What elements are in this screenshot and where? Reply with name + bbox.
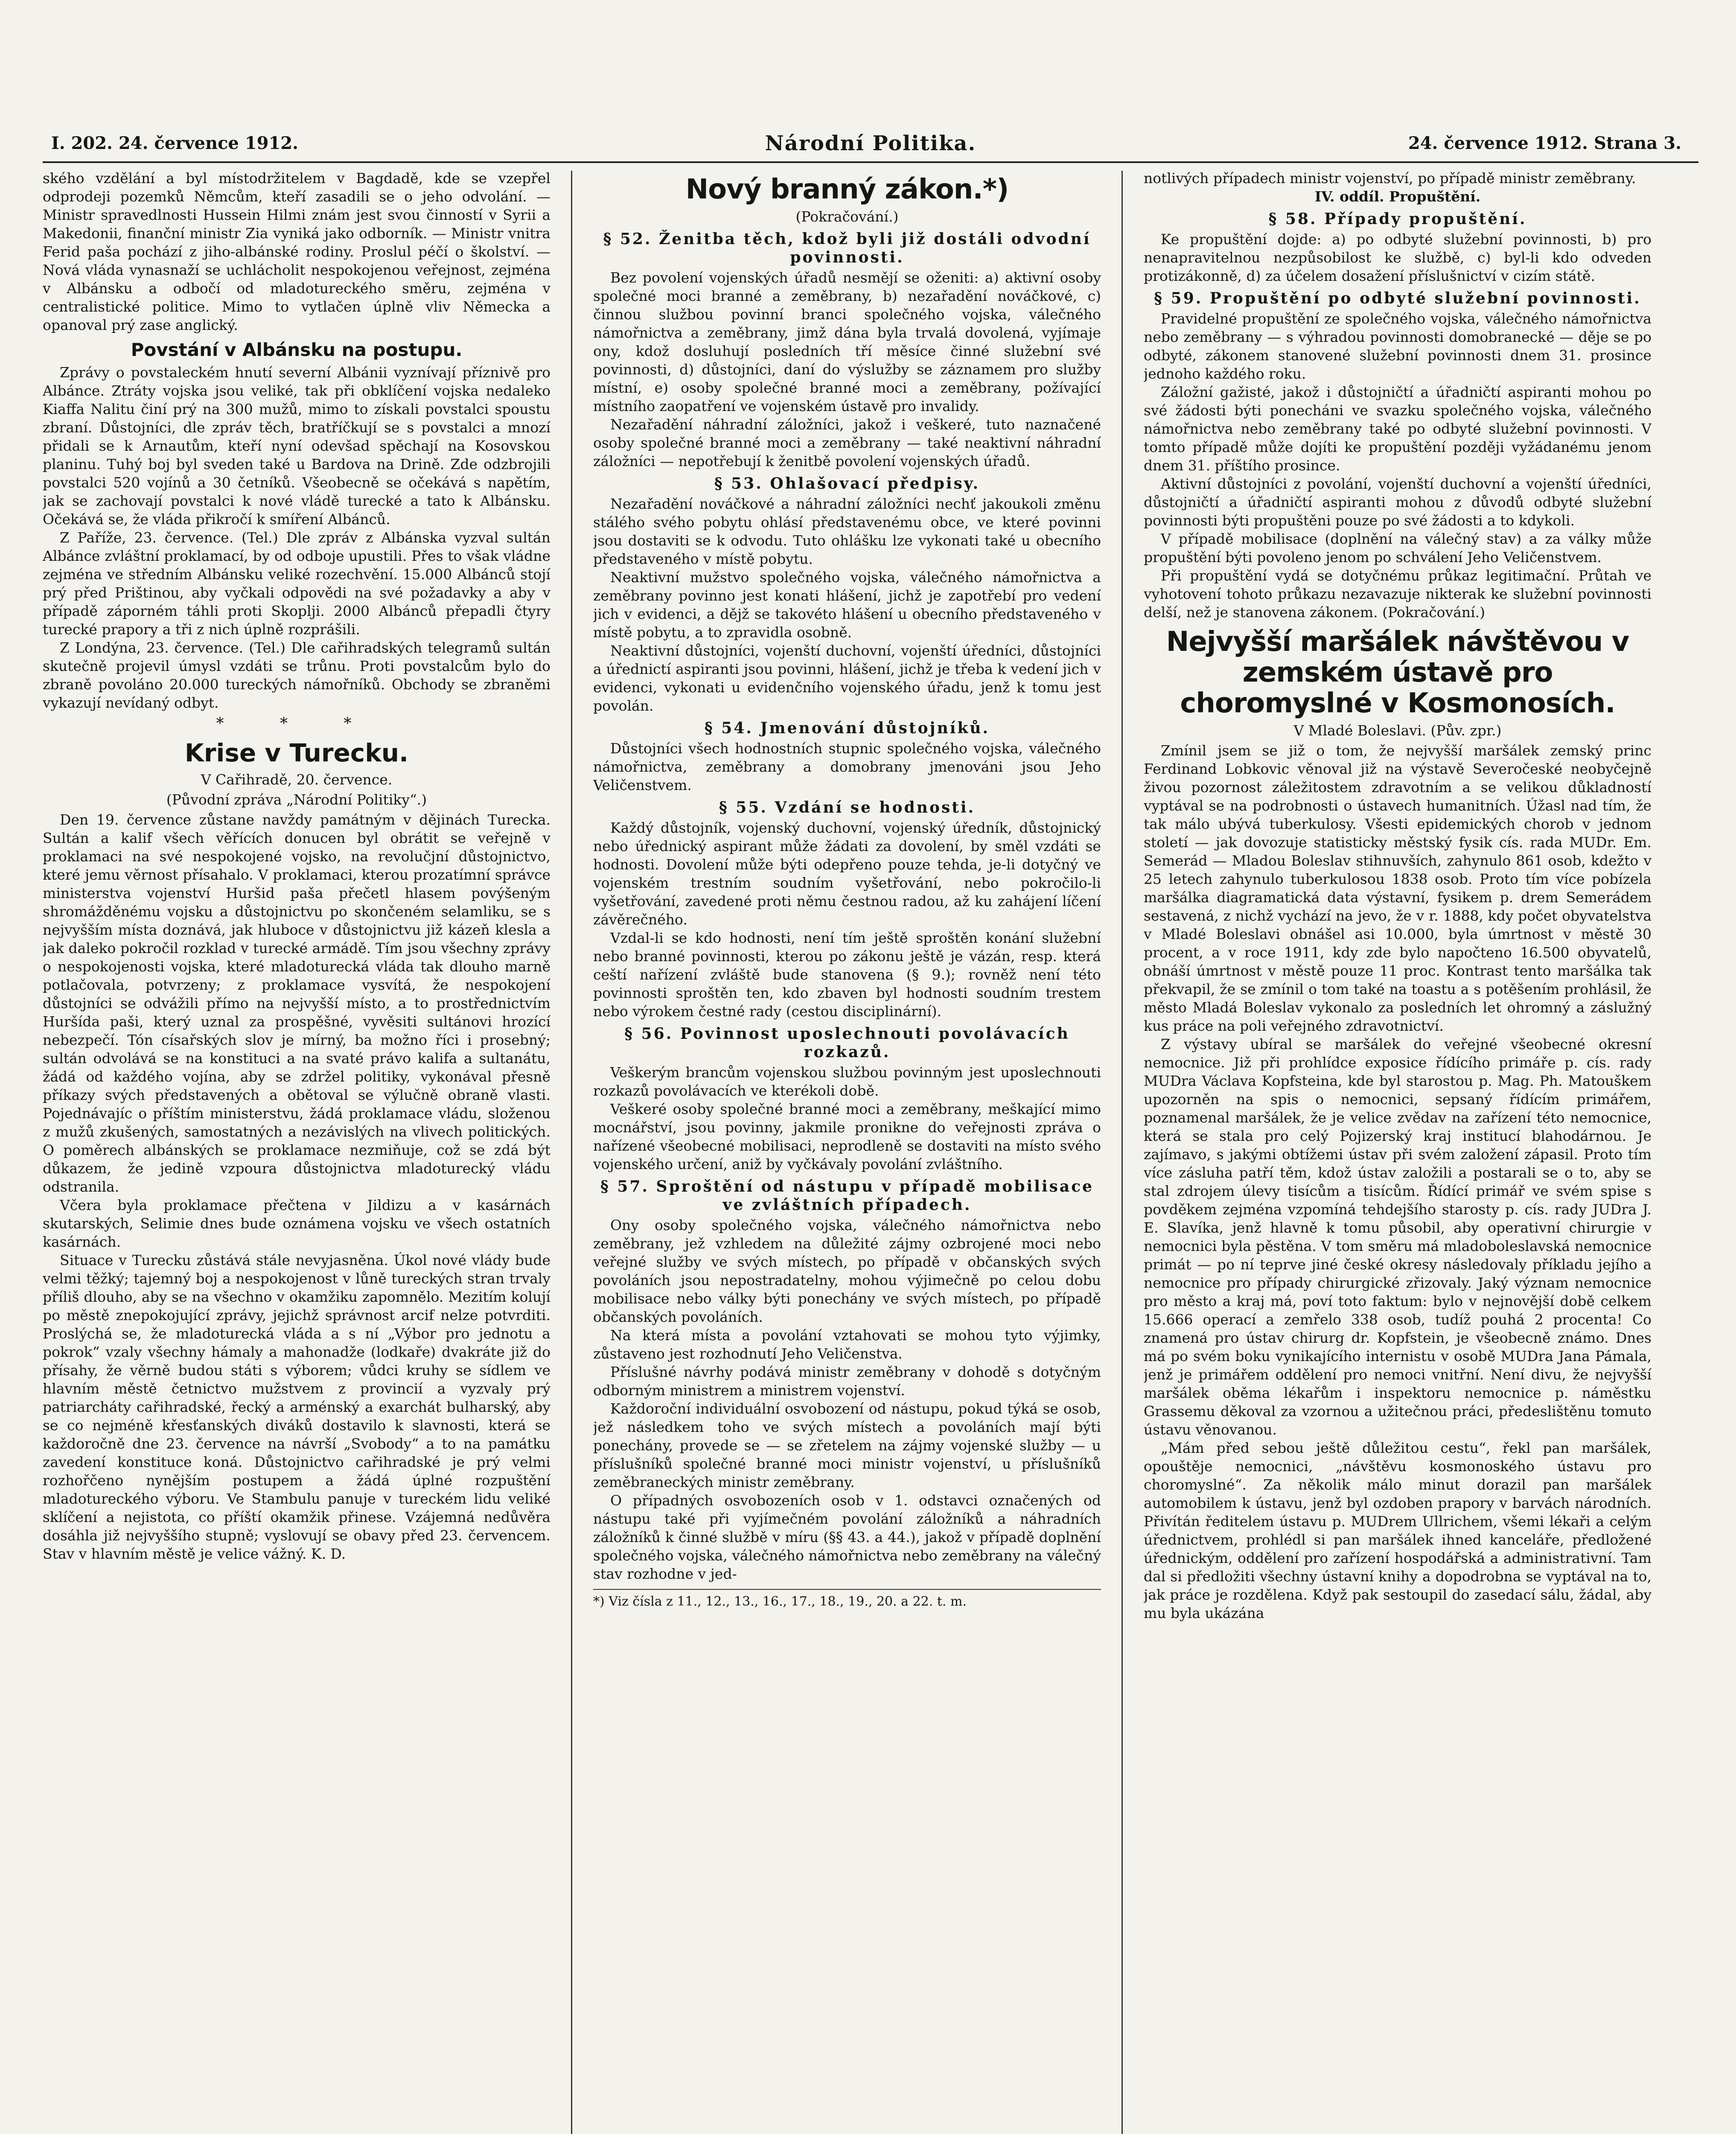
headline-marshal: Nejvyšší maršálek návštěvou v zemském ústavě pro choromyslné v Kosmonosích. [1166, 626, 1629, 719]
dateline: V Mladé Boleslavi. (Pův. zpr.) [1293, 722, 1502, 739]
article-text: Ony osoby společného vojska, válečného námořnictva nebo zeměbrany, jež vzhledem na důležité zájmy ozbrojené moci nebo veřejné služby ve svých místech, po případě v občanských svých povoláních jsou nepostradatelny, mohou výjimečně po celou dobu mobilisace nebo války býti ponechány ve svých místech, po případě občanských povoláních. [593, 1217, 1101, 1325]
article-text: Neaktivní důstojníci, vojenští duchovní, vojenští úředníci, důstojníci a úřednictí aspiranti jsou povinni, hlášení, jichž je třeba k vedení jich v evidenci, vykonati u evidenčního vojenského úřadu, jenž k tomu jest povolán. [593, 642, 1101, 714]
section-title: § 59. Propuštění po odbyté služební povinnosti. [1154, 289, 1641, 307]
article-text: Každý důstojník, vojenský duchovní, vojenský úředník, důstojnický nebo úřednický aspirant může žádati za dovolení, by směl vzdáti se hodnosti. Dovolení může býti odepřeno pouze tehda, je-li dotyčný ve vojenském trestním soudním vyšetřování, nebo pokročilo-li vyšetřování, zavedené proti němu čestnou radou, až ku zahájení líčení závěrečného. [593, 819, 1101, 928]
article-text: Z Londýna, 23. července. (Tel.) Dle cařihradských telegramů sultán skutečně projevil úmysl vzdáti se trůnu. Proti povstalcům bylo do zbraně povoláno 20.000 tureckých námořníků. Obchody se zbraněmi vykazují nevídaný odbyt. [43, 639, 551, 711]
section-title: § 58. Případy propuštění. [1268, 210, 1527, 228]
issue-date-right: 24. července 1912. Strana 3. [1408, 133, 1681, 153]
column-rule [1121, 171, 1123, 2134]
article-text: Včera byla proklamace přečtena v Jildizu a v kasárnách skutarských, Selimie dnes bude oznámena vojsku ve všech ostatních kasárnách. [43, 1197, 551, 1250]
column-2 [593, 169, 1101, 2134]
article-text: Záložní gažisté, jakož i důstojničtí a úřadničtí aspiranti mohou po své žádosti býti ponecháni ve svazku společného vojska, válečného námořnictva nebo zeměbrany také po odbyté služební povinnosti. V tomto případě může dojíti ke propuštění později vyžádanému jenom dnem 31. příštího prosince. [1144, 384, 1652, 474]
footnote: *) Viz čísla z 11., 12., 13., 16., 17., 18., 19., 20. a 22. t. m. [593, 1589, 1101, 1611]
division-title: IV. oddíl. Propuštění. [1314, 188, 1481, 205]
section-title: § 56. Povinnost uposlechnouti povolávacích rozkazů. [624, 1025, 1070, 1061]
newspaper-page [43, 128, 1698, 2134]
headline-albania: Povstání v Albánsku na postupu. [131, 339, 463, 360]
article-text: Neaktivní mužstvo společného vojska, válečného námořnictva a zeměbrany povinno jest konati hlášení, jichž je zapotřebí pro vedení jich v evidenci, a dějž se takovéto hlášení u obecního představeného v místě pobytu, a to zpravidla osobně. [593, 569, 1101, 641]
article-text: Pravidelné propuštění ze společného vojska, válečného námořnictva nebo zeměbrany — s výhradou povinnosti domobranecké — děje se po odbyté, zákonem stanovené služební povinnosti dnem 31. prosince jednoho každého roku. [1144, 310, 1652, 382]
column-1 [43, 169, 551, 2134]
article-text: ského vzdělání a byl místodržitelem v Bagdadě, kde se vzepřel odprodeji pozemků Němcům, kteří zasadili se o jeho odvolání. — Ministr spravedlnosti Hussein Hilmi znám jest svou činností v Syrii a Makedonii, finanční ministr Zia vyniká jako odborník. — Ministr vnitra Ferid paša pochází z jiho-albánské rodiny. Proslul péčí o školství. — Nová vláda vynasnaží se uchlácholit nespokojenou veřejnost, zejména v Albánsku a odbočí od mladotureckého směru, zejména v centralistické politice. Mimo to vytlačen úplně vliv Německa a opanoval prý zase anglický. [43, 170, 551, 333]
article-text: Nezařadění nováčkové a náhradní záložníci nechť jakoukoli změnu stálého svého pobytu ohlásí představenému obce, ve které povinni jsou dostaviti se k odvodu. Tuto ohlášku lze vykonati také u obecního představeného v místě pobytu. [593, 496, 1101, 567]
article-text: Příslušné návrhy podává ministr zeměbrany v dohodě s dotyčným odborným ministrem a ministrem vojenství. [593, 1364, 1101, 1399]
article-text: Důstojníci všech hodnostních stupnic společného vojska, válečného námořnictva, zeměbrany a domobrany jmenováni jsou Jeho Veličenstvem. [593, 740, 1101, 793]
section-title: § 55. Vzdání se hodnosti. [719, 799, 976, 816]
continuation-note: (Pokračování.) [795, 208, 899, 225]
article-text: Vzdal-li se kdo hodnosti, není tím ještě sproštěn konání služební nebo branné povinnosti, kterou po zákonu ještě je vázán, resp. která ceští nařízení zvláště bude stanovena (§ 9.); rovněž není této povinnosti sproštěn ten, kdo zbaven byl hodnosti soudním trestem nebo výrokem čestné rady (cestou disciplinární). [593, 930, 1101, 1020]
article-text: notlivých případech ministr vojenství, po případě ministr zeměbrany. [1144, 170, 1636, 187]
article-text: Situace v Turecku zůstává stále nevyjasněna. Úkol nové vlády bude velmi těžký; tajemný boj a nespokojenost v lůně tureckých stran trvaly příliš dlouho, aby se na všechno v okamžiku zapomnělo. Mezitím kolují po městě znepokojující zprávy, jejichž správnost arcif nelze potvrditi. Proslýchá se, že mladoturecká vláda a s ní „Výbor pro jednotu a pokrok“ vzaly všechny hámaly a mahonadže (lodkaře) dvakráte již do přísahy, že věrně budou státi s výborem; vůdci kruhy se sídlem ve hlavním městě četnictvo mužstvem z provincií a vyzvaly prý patriarcháty cařihradské, řecký a arménský a exarchát bulharský, aby se co nejméně křesťanských diváků dostavilo k slavnosti, která se každoročně dne 23. července na návrší „Svobody“ a to na památku zavedení konstituce koná. Důstojnictvo cařihradské je prý velmi rozhořčeno nynějším postupem a žádá úplné rozpuštění mladotureckého výboru. Ve Stambulu panuje v tureckém lidu veliké sklíčení a nejistota, co příští okamžik přinese. Vzájemná nedůvěra dosáhla již nejvyššího stupně; vyslovují se obavy před 23. červencem. Stav v hlavním městě je velice vážný. K. D. [43, 1252, 551, 1562]
article-text: Veškerým brancům vojenskou službou povinným jest uposlechnouti rozkazů povolávacích ve kterékoli době. [593, 1064, 1101, 1099]
article-text: Den 19. července zůstane navždy památným v dějinách Turecka. Sultán a kalif všech věřících donucen byl obrátit se veřejně v proklamaci na své nespokojené vojsko, na revolučjní důstojnictvo, které jemu věrnost přísahalo. V proklamaci, kterou prozatímní správce ministerstva vojenství Huršid paša přečetl hlasem povýšeným shromážděnému vojsku a důstojnictvu po skončeném selamliku, se s nejvyšším místa doznává, jak hluboce v důstojnictvu již kázeň klesla a jak daleko pokročil rozklad v turecké armádě. Tím jsou všechny zprávy o nespokojenosti vojska, které mladoturecká vláda tak dlouho marně potlačovala, potvrzeny; z proklamace vysvítá, že nespokojení důstojníci se odvážili přímo na nejvyšší místo, a to prostřednictvím Huršída paši, který uznal za prospěšné, vyvěsiti sultánovi hrozící nebezpečí. Tón císařských slov je mírný, ba možno říci i prosebný; sultán odvolává se na konstituci a na svaté právo kalifa a sultanátu, žádá od každého vojína, aby se zdržel politiky, vykonával přesně příkazy svých představených a obětoval se výlučně obraně vlasti. Pojednávajíc o příštím ministerstvu, žádá proklamace vládu, složenou z mužů zkušených, samostatných a nezávislých na vlivech politických. O poměrech albánských se proklamace nezmiňuje, což se zdá být důkazem, že jedině vzpoura důstojnictva mladoturecký vládu odstranila. [43, 811, 551, 1195]
article-text: „Mám před sebou ještě důležitou cestu“, řekl pan maršálek, opouštěje nemocnici, „návštěvu kosmonoského ústavu pro choromyslné“. Za několik málo minut dorazil pan maršálek automobilem k ústavu, jenž byl ozdoben prapory v barvách národních. Přivítán ředitelem ústavu p. MUDrem Ullrichem, všemi lékaři a celým úřednictvem, prohlédl si pan maršálek ihned kanceláře, předložené úřednickým, oddělení pro zařízení hospodářská a administrativní. Tam dal si předložiti všechny ústavní knihy a dopodrobna se vyptával na to, jak práce je rozdělena. Když pak sestoupil do zasedací sálu, žádal, aby mu byla ukázána [1144, 1440, 1652, 1621]
article-text: Každoroční individuální osvobození od nástupu, pokud týká se osob, jež následkem toho ve svých místech a povoláních mají býti ponechány, provede se — se zřetelem na zájmy vojenské služby — u příslušníků společné branné moci ministr vojenství, u příslušníků zeměbraneckých ministr zeměbrany. [593, 1400, 1101, 1490]
source-note: (Původní zpráva „Národní Politiky“.) [166, 791, 427, 808]
article-text: Zprávy o povstaleckém hnutí severní Albánii vyznívají příznivě pro Albánce. Ztráty vojska jsou veliké, tak při obklíčení vojska nedaleko Kiaffa Nalitu činí prý na 300 mužů, mimo to získali povstalci spoustu zbraní. Důstojníci, dle zpráv těch, bratříčkují se s povstalci a mnozí přidali se k Arnautům, kteří nyní odevšad spěchají na Kosovskou planinu. Tuhý boj byl sveden také u Bardova na Drině. Zde odzbrojili povstalci 520 vojínů a 30 četníků. Všeobecně se očekává s napětím, jak se zachovají povstalci k nové vládě turecké a tato k Albánsku. Očekává se, že vláda přikročí k smíření Albánců. [43, 364, 551, 528]
section-title: § 54. Jmenování důstojníků. [704, 719, 990, 737]
article-text: Aktivní důstojníci z povolání, vojenští duchovní a vojenští úředníci, důstojničtí a úřadničtí aspiranti mohou z důvodů odbyté služební povinnosti býti propuštěni pouze po své žádosti a to kdykoli. [1144, 475, 1652, 529]
section-title: § 52. Ženitba těch, kdož byli již dostáli odvodní povinnosti. [603, 230, 1091, 266]
masthead [43, 128, 1698, 162]
headline-crisis: Krise v Turecku. [184, 738, 409, 767]
article-text: O případných osvobozeních osob v 1. odstavci označených od nástupu také při vyjímečném povolání záložníků a náhradních záložníků k činné službě v míru (§§ 43. a 44.), jakož v případě doplnění společného vojska, válečného námořnictva nebo zeměbrany na válečný stav rozhodne v jed- [593, 1492, 1101, 1582]
article-text: V případě mobilisace (doplnění na válečný stav) a za války může propuštění býti povoleno jenom po schválení Jeho Veličenstvem. [1144, 531, 1652, 566]
article-text: Z Paříže, 23. července. (Tel.) Dle zpráv z Albánska vyzval sultán Albánce zvláštní proklamací, by od odboje upustili. Přes to však vládne zejména ve středním Albánsku veliké rozechvění. 15.000 Albánců stojí prý před Prištinou, aby vyčkali odpovědi na své požadavky a aby v případě záporném táhli proti Skoplji. 2000 Albánců přepadli čtyry turecké prapory a tři z nich úplně rozprášili. [43, 529, 551, 638]
newspaper-title: Národní Politika. [765, 131, 976, 155]
article-text: Na která místa a povolání vztahovati se mohou tyto výjimky, zůstaveno jest rozhodnutí Jeho Veličenstva. [593, 1327, 1101, 1362]
article-text: Při propuštění vydá se dotyčnému průkaz legitimační. Průtah ve vyhotovení tohoto průkazu nezavazuje nikterak ke služební povinnosti delší, než je stanovena zákonem. (Pokračování.) [1144, 567, 1652, 621]
article-text: Nezařadění náhradní záložníci, jakož i veškeré, tuto naznačené osoby společné branné moci a zeměbrany — také neaktivní náhradní záložníci — nepotřebují k ženitbě povolení vojenských úřadů. [593, 416, 1101, 469]
headline-law: Nový branný zákon.*) [685, 174, 1009, 205]
article-text: Z výstavy ubíral se maršálek do veřejné všeobecné okresní nemocnice. Již při prohlídce exposice řídícího primáře p. cís. rady MUDra Václava Kopfsteina, kde byl starostou p. Mag. Ph. Matouškem upozorněn na spis o nemocnici, sepsaný řídícím primářem, poznamenal maršálek, že je velice zvědav na zařízení této nemocnice, která se stala pro celý Pojizerský kraj institucí blahodárnou. Je zajímavo, s jakými obtížemi ústav při svém založení zápasil. Proto tím více zásluha patří těm, kdož ústav založili a postarali se o to, aby se stal zdrojem úlevy tisícům a tisícům. Řídící primář ve svém spise s povděkem zejména vzpomíná tehdejšího starosty p. cís. rady JUDra J. E. Slavíka, jenž hlavně k tomu působil, aby operativní chirurgie v nemocnici byla pěstěna. V tom směru má mladoboleslavská nemocnice primát — po ní teprve jiné české okresy následovaly příkladu jejího a nemocnice pro případy chirurgické zřizovaly. Jaký význam nemocnice pro město a kraj má, poví toto faktum: bylo v nejnovější době celkem 15.666 operací a zemřelo 338 osob, tudíž pouhá 2 procenta! Co znamená pro ústav chirurg dr. Kopfstein, je všeobecně známo. Dnes má po svém boku vynikajícího internistu v osobě MUDra Jana Pámala, jenž je primářem oddělení pro nemoci vnitřní. Není divu, že nejvyšší maršálek oběma lékařům i inspektoru nemocnice p. náměstku Grassemu děkoval za vzornou a užitečnou práci, předeslištěnu tomuto ústavu věnovanou. [1144, 1036, 1652, 1438]
issue-date-left: I. 202. 24. července 1912. [51, 133, 299, 153]
article-text: Veškeré osoby společné branné moci a zeměbrany, meškající mimo mocnářství, jsou povinny, jakmile pronikne do veřejnosti zpráva o nařízené všeobecné mobilisaci, neprodleně se dostaviti na místo svého vojenského určení, aniž by vyčkávaly povolání zvláštního. [593, 1101, 1101, 1172]
dateline: V Cařihradě, 20. července. [201, 771, 393, 788]
section-title: § 57. Sproštění od nástupu v případě mobilisace ve zvláštních případech. [600, 1178, 1094, 1214]
separator-stars: * * * [216, 715, 377, 732]
article-text: Zmínil jsem se již o tom, že nejvyšší maršálek zemský princ Ferdinand Lobkovic věnoval již na výstavě Severočeské neobyčejně živou pozornost záležitostem zdravotním a se velikou důkladností vyptával se na podrobnosti o ústavech humanitních. Úžasl nad tím, že tak málo ubývá tuberkulosy. Všesti epidemických chorob v jednom století — jak dovozuje statisticky městský fysik cís. rada MUDr. Em. Semerád — Mladou Boleslav stihnuvších, zahynulo 861 osob, kdežto v 25 letech zahynulo tuberkulosou 1838 osob. Proto tím více pobízela maršálka diagramatická data výstavní, fysikem p. drem Semerádem sestavená, z nichž vychází na jevo, že v r. 1888, kdy počet obyvatelstva v Mladé Boleslavi obnášel asi 10.000, byla úmrtnost v městě 30 procent, a v roce 1911, kdy zde bylo napočteno 16.500 obyvatelů, obnáší úmrtnost v městě pouze 11 proc. Kontrast tento maršálka tak překvapil, že se zmínil o tom také na toastu a s potěšením prohlásil, že město Mladá Boleslav vykonalo za posledních let ohromný a záslužný kus práce na poli veřejného zdravotnictví. [1144, 742, 1652, 1034]
section-title: § 53. Ohlašovací předpisy. [714, 475, 980, 493]
article-text: Bez povolení vojenských úřadů nesmějí se oženiti: a) aktivní osoby společné moci branné a zeměbrany, b) nezařadění nováčkové, c) činnou službou povinní branci společného vojska, válečného námořnictva a zeměbrany, jimž dána byla trvalá dovolená, vyjímaje ony, kdož dosluhují posledních tří měsíce činné služební své povinnosti, d) důstojníci, daní do výslužby se záznamem pro služby místní, e) osoby společné branné moci a zeměbrany, požívající místního zaopatření ve vojenském ústavě pro invalidy. [593, 269, 1101, 414]
column-rule [571, 171, 572, 2134]
column-3 [1144, 169, 1652, 2134]
header-rule [43, 161, 1698, 163]
article-text: Ke propuštění dojde: a) po odbyté služební povinnosti, b) pro nenapravitelnou nezpůsobilost ke službě, c) byl-li kdo odveden protizákonně, d) za účelem dosažení příslušnictví v cizím státě. [1144, 231, 1652, 284]
